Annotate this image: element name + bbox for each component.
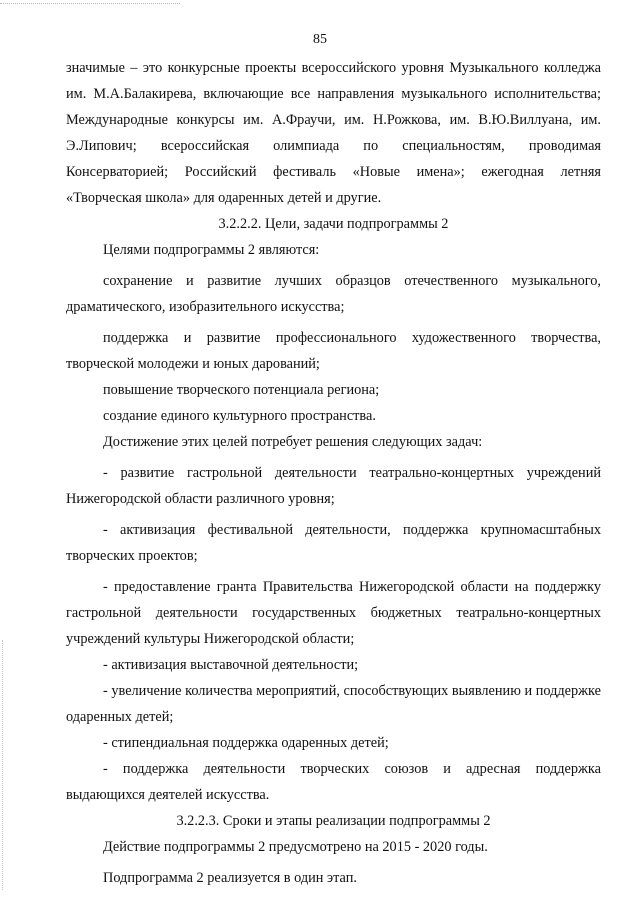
- top-scan-border: [0, 3, 180, 4]
- paragraph-goals-intro: Целями подпрограммы 2 являются:: [103, 242, 320, 258]
- paragraph-intro-continuation: значимые – это конкурсные проекты всероссийского уровня Музыкального колледжа им. М.А.Балакирева, включающие все направления музыкального исполнительства; Международные конкурсы им. А.Фраучи, им. Н.Рожкова, им. В.Ю.Виллуана, им. Э.Липович; всероссийская олимпиада по специальностям, проводимая Консерваторией; Российский фестиваль «Новые имена»; ежегодная летняя «Творческая школа» для одаренных детей и другие.: [66, 60, 601, 206]
- task-item: - поддержка деятельности творческих союзов и адресная поддержка выдающихся деятелей искусства.: [66, 761, 601, 803]
- goal-item: поддержка и развитие профессионального художественного творчества, творческой молодежи и юных дарований;: [66, 330, 601, 372]
- goal-item: повышение творческого потенциала региона;: [103, 382, 380, 398]
- paragraph-timeline: Действие подпрограммы 2 предусмотрено на 2015 - 2020 годы.: [103, 839, 488, 855]
- task-item: - развитие гастрольной деятельности театрально-концертных учреждений Нижегородской области различного уровня;: [66, 465, 601, 507]
- task-item: - активизация фестивальной деятельности, поддержка крупномасштабных творческих проектов;: [66, 522, 601, 564]
- paragraph-stages: Подпрограмма 2 реализуется в один этап.: [103, 870, 357, 886]
- goal-item: сохранение и развитие лучших образцов отечественного музыкального, драматического, изобразительного искусства;: [66, 273, 601, 315]
- task-item: - стипендиальная поддержка одаренных детей;: [103, 735, 389, 751]
- section-heading-goals: 3.2.2.2. Цели, задачи подпрограммы 2: [218, 216, 449, 232]
- left-scan-border: [2, 640, 3, 890]
- paragraph-tasks-intro: Достижение этих целей потребует решения следующих задач:: [103, 434, 483, 450]
- task-item: - увеличение количества мероприятий, способствующих выявлению и поддержке одаренных детей;: [66, 683, 601, 725]
- goal-item: создание единого культурного пространства.: [103, 408, 376, 424]
- section-heading-timeline: 3.2.2.3. Сроки и этапы реализации подпрограммы 2: [176, 813, 491, 829]
- page-number: 85: [313, 32, 327, 47]
- task-item: - активизация выставочной деятельности;: [103, 657, 359, 673]
- task-item: - предоставление гранта Правительства Нижегородской области на поддержку гастрольной деятельности государственных бюджетных театрально-концертных учреждений культуры Нижегородской области;: [66, 579, 601, 647]
- document-body: [66, 55, 601, 891]
